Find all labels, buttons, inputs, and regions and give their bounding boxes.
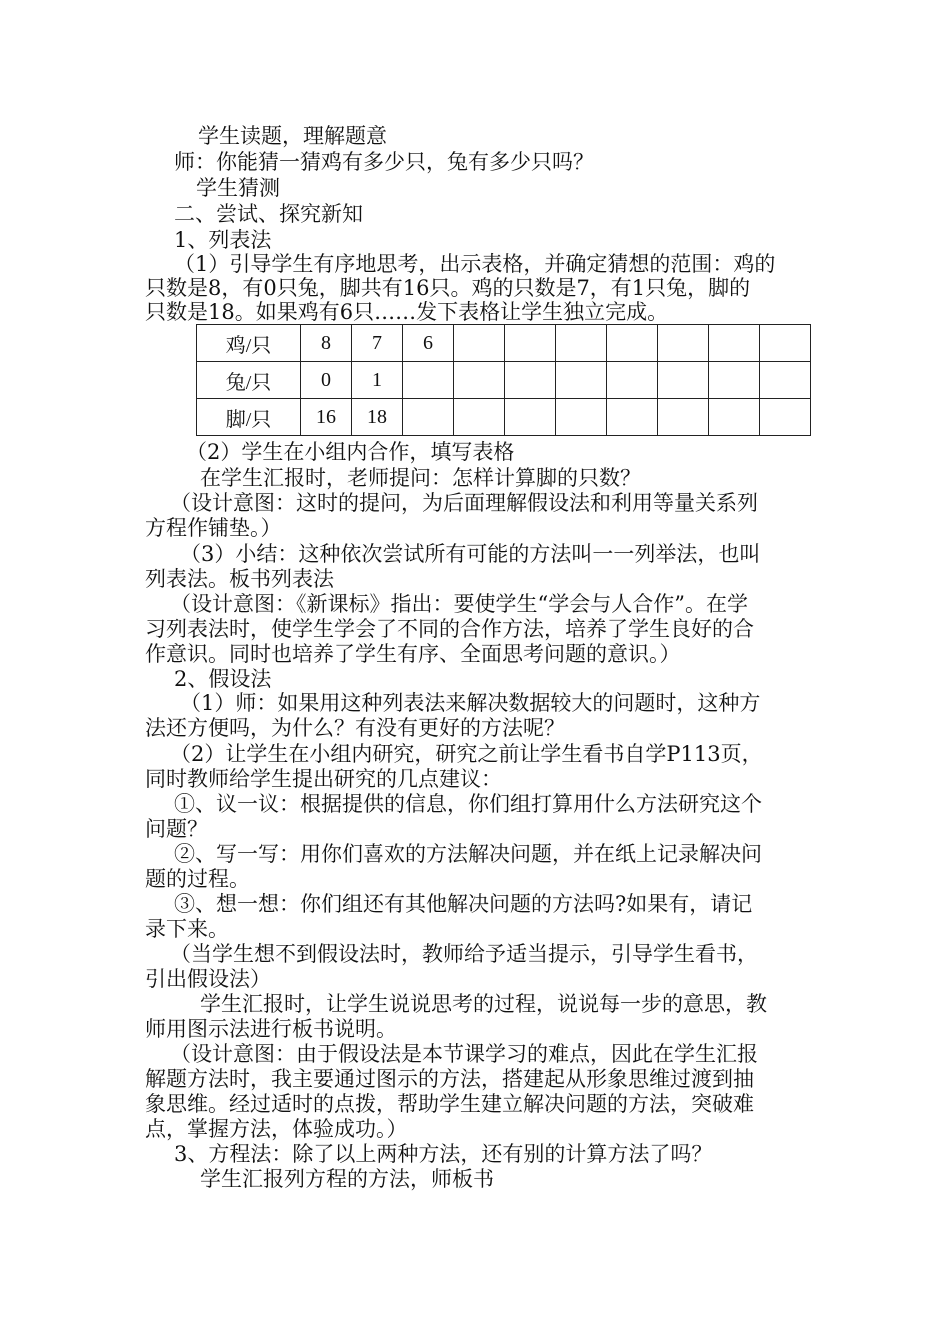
text-line: 习列表法时，使学生学会了不同的合作方法，培养了学生良好的合	[145, 617, 754, 641]
text-line: （3）小结：这种依次尝试所有可能的方法叫一一列举法，也叫	[180, 542, 761, 566]
text-line: 解题方法时，我主要通过图示的方法，搭建起从形象思维过渡到抽	[145, 1067, 754, 1091]
table-cell	[403, 362, 454, 399]
table-cell	[709, 362, 760, 399]
table-cell: 0	[301, 362, 352, 399]
text-line: （1）引导学生有序地思考，出示表格，并确定猜想的范围：鸡的	[174, 252, 776, 276]
text-line: 只数是8，有0只兔，脚共有16只。鸡的只数是7，有1只兔，脚的	[145, 276, 751, 300]
row-header: 兔/只	[197, 362, 301, 399]
text-line: ①、议一议：根据提供的信息，你们组打算用什么方法研究这个	[174, 792, 762, 816]
table-row	[197, 399, 811, 436]
table-cell	[454, 399, 505, 436]
table-cell	[658, 325, 709, 362]
table-cell	[505, 399, 556, 436]
text-line: 只数是18。如果鸡有6只……发下表格让学生独立完成。	[145, 300, 669, 324]
text-line: （2）学生在小组内合作，填写表格	[186, 440, 515, 464]
table-cell	[505, 362, 556, 399]
text-line: 引出假设法）	[145, 967, 271, 991]
table-cell	[607, 362, 658, 399]
table-cell: 18	[352, 399, 403, 436]
table-cell	[403, 399, 454, 436]
table-cell	[556, 325, 607, 362]
text-line: 录下来。	[145, 917, 229, 941]
subsection-heading: 2、假设法	[174, 667, 272, 691]
table-cell	[607, 399, 658, 436]
text-line: （当学生想不到假设法时，教师给予适当提示，引导学生看书，	[170, 942, 758, 966]
text-line: 师：你能猜一猜鸡有多少只，兔有多少只吗？	[174, 150, 594, 174]
table-cell	[760, 362, 811, 399]
text-line: 学生读题，理解题意	[198, 124, 387, 148]
text-line: 列表法。板书列表法	[145, 567, 334, 591]
table-cell	[454, 362, 505, 399]
text-line: 象思维。经过适时的点拨，帮助学生建立解决问题的方法，突破难	[145, 1092, 754, 1116]
table-cell	[607, 325, 658, 362]
section-heading: 二、尝试、探究新知	[174, 202, 363, 226]
text-line: 题的过程。	[145, 867, 250, 891]
text-line: 同时教师给学生提出研究的几点建议：	[145, 767, 502, 791]
guess-table	[196, 324, 811, 436]
text-line: 师用图示法进行板书说明。	[145, 1017, 397, 1041]
table-cell	[709, 325, 760, 362]
table-cell	[454, 325, 505, 362]
text-line: 法还方便吗，为什么？有没有更好的方法呢？	[145, 716, 565, 740]
text-line: （设计意图：《新课标》指出：要使学生“学会与人合作”。在学	[170, 592, 748, 616]
text-line: 学生汇报列方程的方法，师板书	[200, 1167, 494, 1191]
text-line: 在学生汇报时，老师提问：怎样计算脚的只数？	[200, 466, 641, 490]
table-cell	[760, 325, 811, 362]
text-line: （设计意图：由于假设法是本节课学习的难点，因此在学生汇报	[170, 1042, 758, 1066]
table-cell: 6	[403, 325, 454, 362]
table-cell: 16	[301, 399, 352, 436]
text-line: ②、写一写：用你们喜欢的方法解决问题，并在纸上记录解决问	[174, 842, 762, 866]
text-line: （1）师：如果用这种列表法来解决数据较大的问题时，这种方	[180, 691, 761, 715]
table-row	[197, 325, 811, 362]
text-line: 问题？	[145, 817, 208, 841]
subsection-heading: 1、列表法	[174, 228, 272, 252]
text-line: 学生汇报时，让学生说说思考的过程，说说每一步的意思，教	[200, 992, 767, 1016]
table-cell	[709, 399, 760, 436]
text-line: （2）让学生在小组内研究，研究之前让学生看书自学P113页，	[170, 742, 763, 766]
table-cell	[505, 325, 556, 362]
table-cell: 1	[352, 362, 403, 399]
table-cell	[556, 362, 607, 399]
table-cell: 7	[352, 325, 403, 362]
subsection-heading: 3、方程法：除了以上两种方法，还有别的计算方法了吗？	[174, 1142, 713, 1166]
text-line: 方程作铺垫。）	[145, 516, 282, 540]
table-cell	[760, 399, 811, 436]
table-cell	[556, 399, 607, 436]
row-header: 脚/只	[197, 399, 301, 436]
text-line: 学生猜测	[196, 176, 280, 200]
text-line: （设计意图：这时的提问，为后面理解假设法和利用等量关系列	[170, 491, 758, 515]
table-cell	[658, 362, 709, 399]
table-row	[197, 362, 811, 399]
text-line: 点，掌握方法，体验成功。）	[145, 1117, 408, 1141]
row-header: 鸡/只	[197, 325, 301, 362]
table-cell: 8	[301, 325, 352, 362]
text-line: 作意识。同时也培养了学生有序、全面思考问题的意识。）	[145, 642, 681, 666]
table-cell	[658, 399, 709, 436]
text-line: ③、想一想：你们组还有其他解决问题的方法吗?如果有，请记	[174, 892, 753, 916]
